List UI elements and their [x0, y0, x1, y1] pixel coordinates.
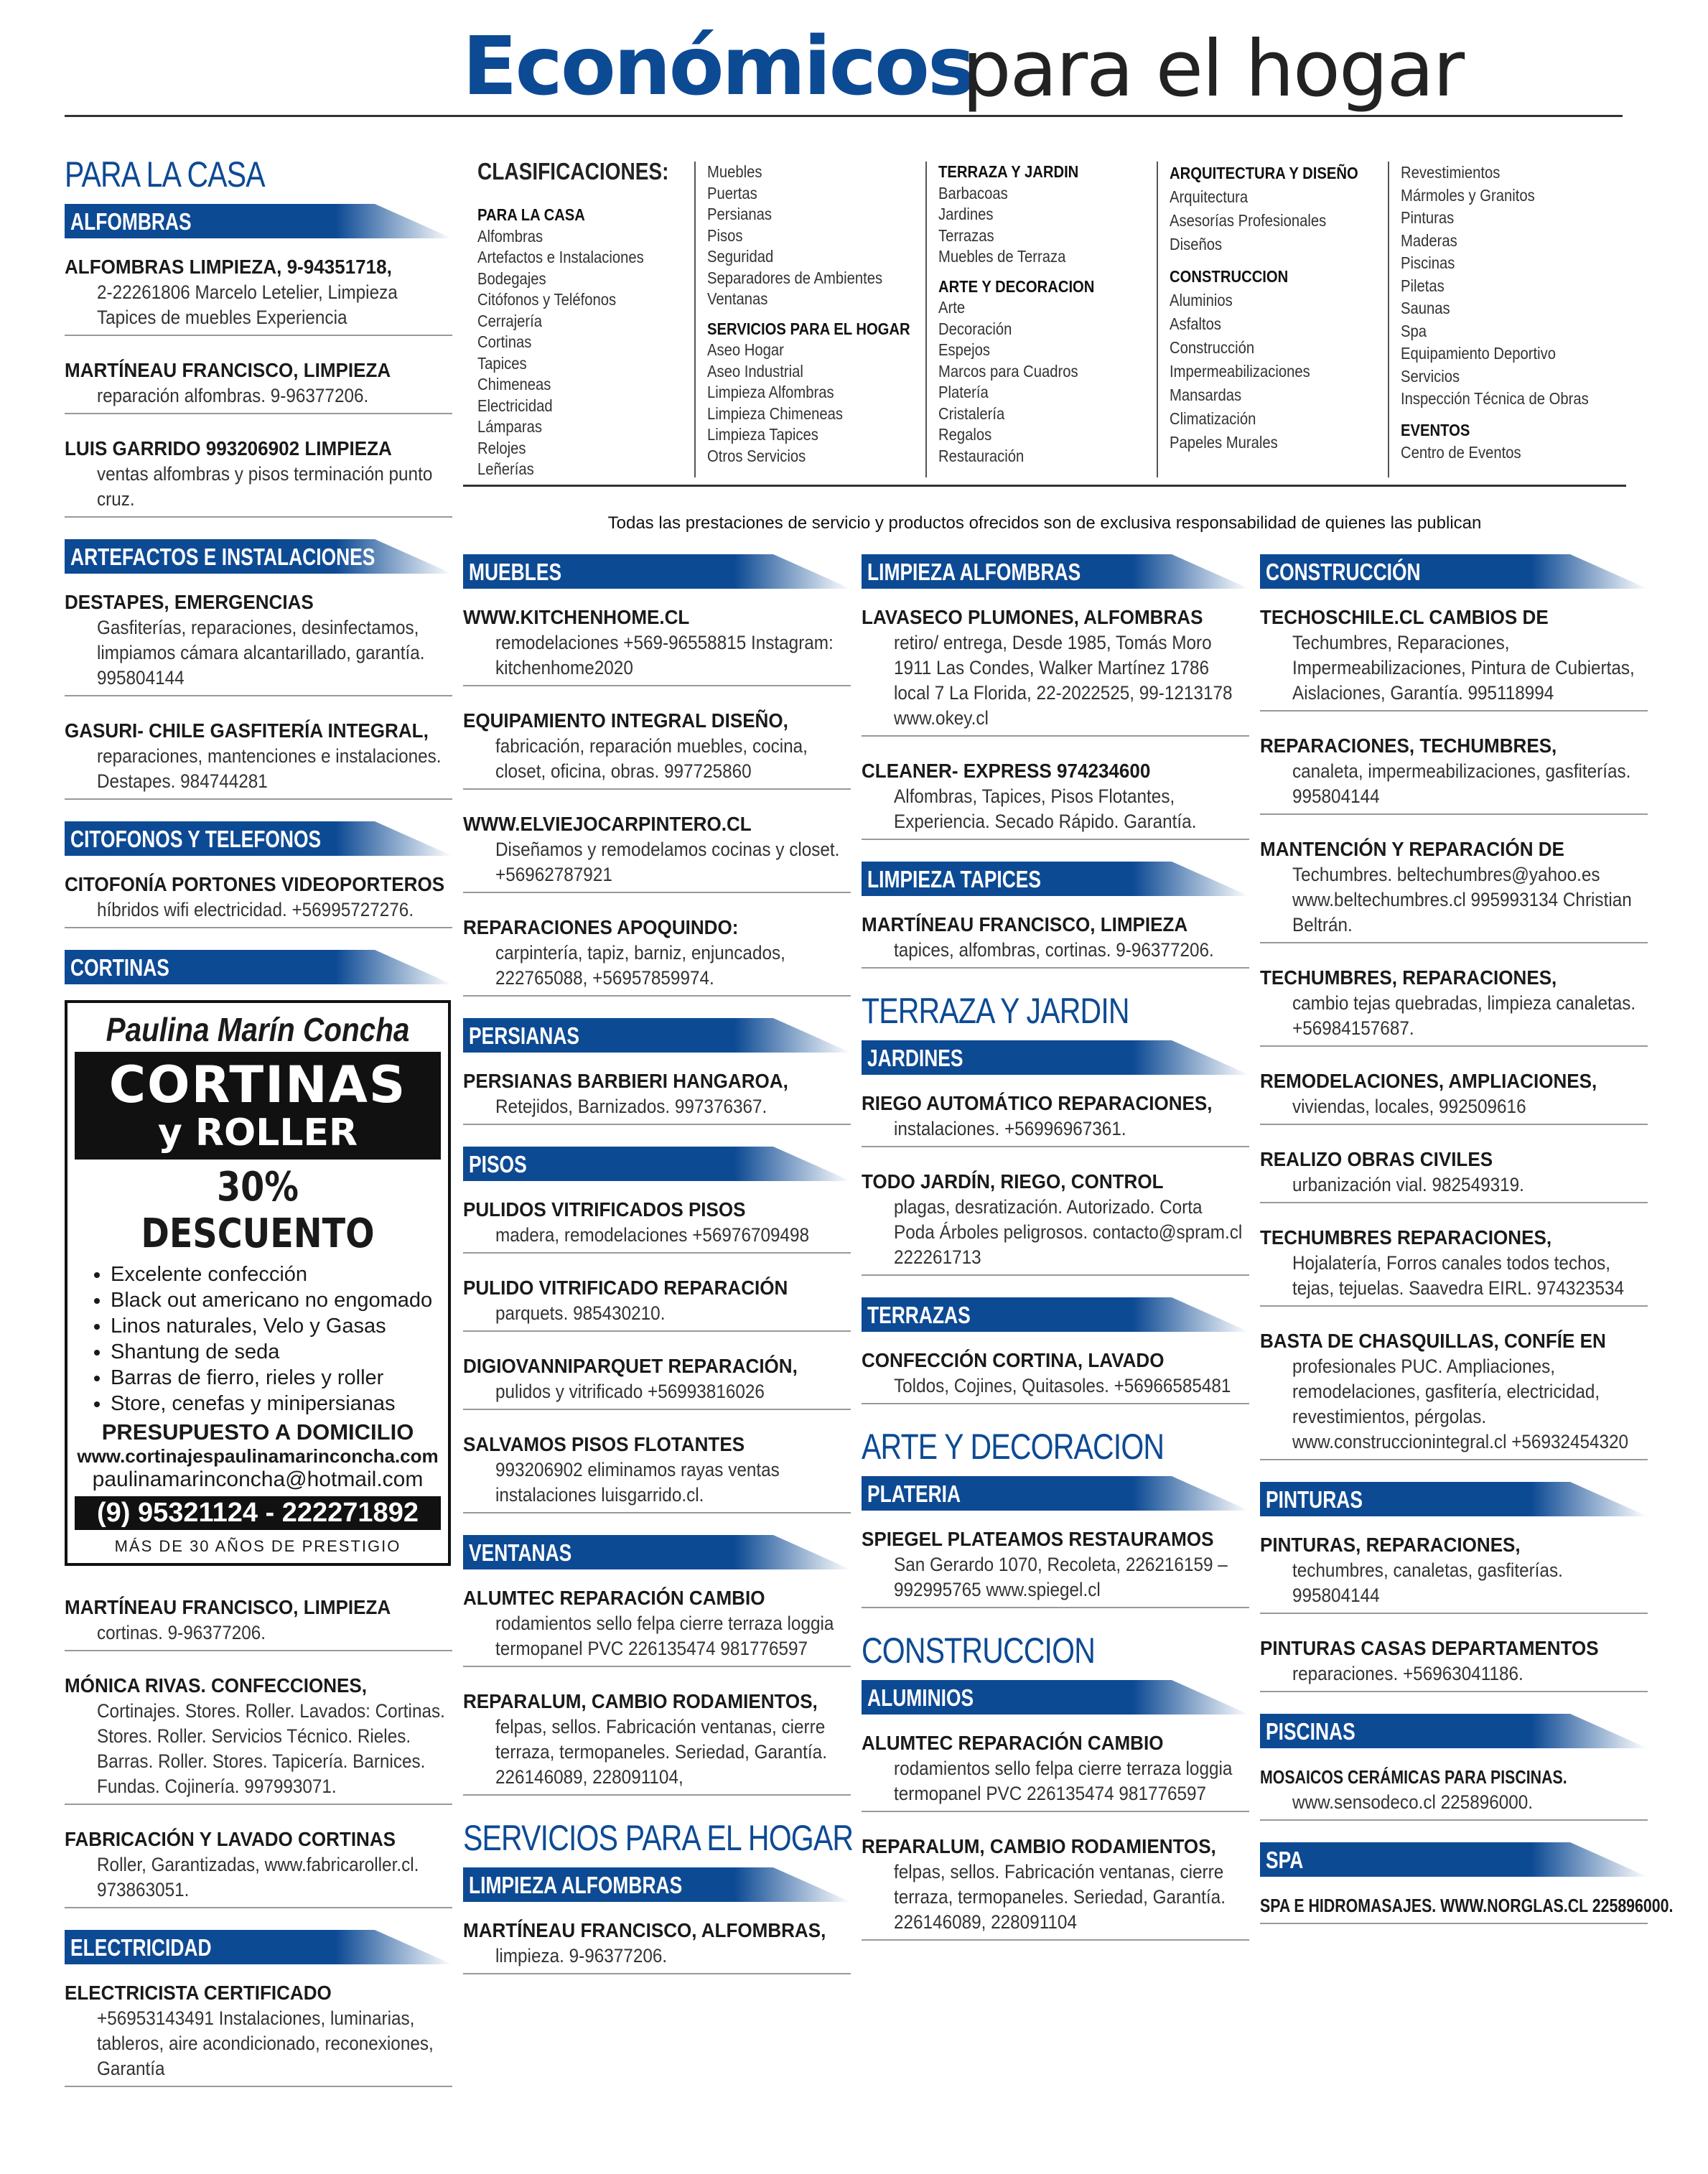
class-item: Espejos — [938, 340, 991, 359]
class-item: Spa — [1401, 321, 1427, 340]
class-heading: ARTE Y DECORACION — [938, 276, 1095, 296]
class-item: Artefactos e Instalaciones — [477, 248, 644, 266]
ad-body: Retejidos, Barnizados. 997376367. — [495, 1096, 767, 1117]
promo-phone: (9) 95321124 - 222271892 — [75, 1496, 441, 1530]
class-item: Cortinas — [477, 332, 532, 351]
class-heading: TERRAZA Y JARDIN — [938, 162, 1079, 181]
class-col-3 — [938, 162, 1094, 467]
class-item: Maderas — [1401, 230, 1457, 250]
ad-headline: SALVAMOS PISOS FLOTANTES — [463, 1433, 745, 1455]
promo-feature-item: • Linos naturales, Velo y Gasas — [111, 1313, 448, 1339]
ad-body: tapices, alfombras, cortinas. 9-96377206. — [894, 939, 1214, 961]
class-col-1 — [477, 205, 644, 480]
promo-headline-1: CORTINAS — [108, 1055, 407, 1114]
class-item: Electricidad — [477, 396, 553, 415]
masthead — [65, 14, 1623, 117]
category-banner-persianas — [463, 1018, 851, 1053]
ad-headline: PINTURAS CASAS DEPARTAMENTOS — [1260, 1637, 1599, 1659]
promo-feature-item: • Store, cenefas y minipersianas — [111, 1391, 448, 1417]
ad-body: Gasfiterías, reparaciones, desinfectamos, limpiamos cámara alcantarillado, garantía. 995804144 — [97, 617, 425, 689]
classified-ad — [463, 708, 851, 790]
ad-body: parquets. 985430210. — [495, 1302, 666, 1324]
class-item: Asesorías Profesionales — [1170, 211, 1327, 230]
class-item: Alfombras — [477, 226, 543, 246]
column-4 — [1260, 546, 1674, 1946]
ad-headline: DESTAPES, EMERGENCIAS — [65, 591, 314, 613]
ad-body: Techumbres, Reparaciones, Impermeabilizaciones, Pintura de Cubiertas, Aislaciones, Garantía. 995118994 — [1292, 632, 1635, 704]
ad-body: Hojalatería, Forros canales todos techos, tejas, tejuelas. Saavedra EIRL. 974323534 — [1292, 1252, 1625, 1299]
classified-ad — [65, 718, 452, 800]
ad-headline: MARTÍNEAU FRANCISCO, ALFOMBRAS, — [463, 1919, 826, 1941]
class-item: Citófonos y Teléfonos — [477, 290, 617, 309]
ad-body: Cortinajes. Stores. Roller. Lavados: Cortinas. Stores. Roller. Servicios Técnico. Rieles. Barras. Roller. Stores. Tapicería. Barnices. Fundas. Cojinería. 997993071. — [97, 1700, 445, 1797]
ad-body: pulidos y vitrificado +56993816026 — [495, 1381, 765, 1402]
section-title-construccion: CONSTRUCCION — [862, 1630, 1095, 1671]
ad-headline: CITOFONÍA PORTONES VIDEOPORTEROS — [65, 873, 445, 895]
classified-ad — [1260, 733, 1648, 815]
ad-body: cambio tejas quebradas, limpieza canaletas. +56984157687. — [1292, 992, 1636, 1039]
ad-body: madera, remodelaciones +56976709498 — [495, 1224, 810, 1246]
class-item: Asfaltos — [1170, 314, 1222, 333]
ad-body: Alfombras, Tapices, Pisos Flotantes, Experiencia. Secado Rápido. Garantía. — [894, 785, 1197, 832]
ad-headline: REPARALUM, CAMBIO RODAMIENTOS, — [463, 1690, 818, 1712]
classifications-index — [463, 154, 1626, 487]
category-label: LIMPIEZA ALFOMBRAS — [867, 559, 1081, 585]
class-item: Leñerías — [477, 459, 534, 478]
ad-body: plagas, desratización. Autorizado. Corta Poda Árboles peligrosos. contacto@spram.cl 222261713 — [894, 1196, 1243, 1268]
category-label: PERSIANAS — [469, 1022, 580, 1049]
promo-name: Paulina Marín Concha — [106, 1011, 410, 1048]
promo-presupuesto: PRESUPUESTO A DOMICILIO — [101, 1419, 414, 1445]
category-label: CORTINAS — [70, 954, 169, 981]
ad-headline: SPIEGEL PLATEAMOS RESTAURAMOS — [862, 1528, 1214, 1550]
category-banner-construccion — [1260, 554, 1648, 589]
section-title-servicios-para-el-hogar: SERVICIOS PARA EL HOGAR — [463, 1818, 854, 1858]
classified-ad — [862, 1091, 1249, 1147]
category-banner-bg — [1260, 1842, 1648, 1877]
category-banner-terrazas — [862, 1297, 1249, 1332]
ad-body: limpieza. 9-96377206. — [495, 1945, 668, 1967]
column-3 — [862, 546, 1249, 1962]
class-item: Piletas — [1401, 276, 1445, 295]
ad-headline: REMODELACIONES, AMPLIACIONES, — [1260, 1070, 1597, 1092]
category-label: PLATERIA — [867, 1480, 961, 1507]
ad-headline: CONFECCIÓN CORTINA, LAVADO — [862, 1349, 1165, 1371]
classified-ad — [862, 1526, 1249, 1608]
divider — [1388, 162, 1389, 477]
promo-headline-2: y ROLLER — [157, 1111, 358, 1154]
classified-ad — [65, 358, 452, 414]
ad-headline: EQUIPAMIENTO INTEGRAL DISEÑO, — [463, 709, 788, 732]
class-item: Piscinas — [1401, 253, 1455, 272]
classified-ad — [463, 811, 851, 893]
ad-body: viviendas, locales, 992509616 — [1292, 1096, 1526, 1117]
ad-headline: DIGIOVANNIPARQUET REPARACIÓN, — [463, 1355, 798, 1377]
ad-body: ventas alfombras y pisos terminación punto cruz. — [97, 463, 433, 510]
ad-headline: REPARACIONES APOQUINDO: — [463, 916, 739, 938]
ad-body: 993206902 eliminamos rayas ventas instalaciones luisgarrido.cl. — [495, 1459, 780, 1506]
classified-ad — [65, 1827, 452, 1908]
ad-headline: TECHUMBRES REPARACIONES, — [1260, 1226, 1552, 1249]
disclaimer: Todas las prestaciones de servicio y productos ofrecidos son de exclusiva responsabilidad de quienes las publican — [607, 513, 1482, 533]
class-heading: EVENTOS — [1401, 420, 1470, 439]
class-item: Aseo Hogar — [707, 340, 784, 359]
ad-body: Techumbres. beltechumbres@yahoo.es www.beltechumbres.cl 995993134 Christian Beltrán. — [1292, 864, 1632, 936]
promo-features — [96, 1261, 448, 1417]
class-item: Aseo Industrial — [707, 361, 803, 381]
classified-ad — [65, 1673, 452, 1805]
class-item: Persianas — [707, 205, 773, 223]
class-item: Inspección Técnica de Obras — [1401, 389, 1589, 408]
category-banner-cortinas — [65, 950, 452, 984]
ad-headline: FABRICACIÓN Y LAVADO CORTINAS — [65, 1828, 396, 1850]
section-title-terraza-y-jardin: TERRAZA Y JARDIN — [862, 991, 1129, 1031]
classified-ad — [862, 1730, 1249, 1812]
category-label: TERRAZAS — [867, 1302, 971, 1328]
class-item: Muebles de Terraza — [938, 247, 1066, 266]
category-banner-muebles — [463, 554, 851, 589]
classified-ad — [463, 605, 851, 686]
ad-body: canaleta, impermeabilizaciones, gasfiterías. 995804144 — [1292, 760, 1631, 807]
category-banner-alfombras — [65, 204, 452, 238]
classified-ad — [463, 1432, 851, 1513]
classified-ad — [1260, 1147, 1648, 1203]
class-item: Cristalería — [938, 403, 1005, 423]
ad-headline: ALUMTEC REPARACIÓN CAMBIO — [862, 1732, 1164, 1754]
classified-ad — [862, 1169, 1249, 1276]
ad-body: reparaciones. +56963041186. — [1292, 1663, 1523, 1684]
category-banner-piscinas — [1260, 1714, 1648, 1748]
classified-ad — [463, 1918, 851, 1974]
divider — [1157, 162, 1158, 477]
promo-feature-item: • Shantung de seda — [111, 1339, 448, 1365]
category-banner-jardines — [862, 1040, 1249, 1075]
ad-body: felpas, sellos. Fabricación ventanas, cierre terraza, termopaneles. Seriedad, Garantía. 226146089, 228091104, — [495, 1716, 827, 1788]
category-label: ALUMINIOS — [867, 1684, 974, 1711]
classified-ad — [65, 436, 452, 518]
classified-ad — [1260, 1532, 1648, 1614]
category-banner-limpieza-alfombras — [862, 554, 1249, 589]
class-item: Climatización — [1170, 409, 1256, 428]
class-item: Servicios — [1401, 366, 1460, 386]
ad-body: retiro/ entrega, Desde 1985, Tomás Moro 1911 Las Condes, Walker Martínez 1786 local 7 La Florida, 22-2022525, 99-1213178 www.okey.cl — [894, 632, 1233, 729]
class-item: Relojes — [477, 438, 526, 457]
class-item: Marcos para Cuadros — [938, 361, 1078, 381]
class-item: Platería — [938, 383, 989, 401]
category-label: PISOS — [469, 1151, 527, 1177]
class-item: Lámparas — [477, 417, 543, 436]
promo-feature-item: • Barras de fierro, rieles y roller — [111, 1365, 448, 1391]
promo-email-link[interactable]: paulinamarinconcha@hotmail.com — [92, 1468, 424, 1491]
ad-headline: PULIDO VITRIFICADO REPARACIÓN — [463, 1277, 788, 1299]
category-label: JARDINES — [867, 1045, 963, 1071]
class-item: Separadores de Ambientes — [707, 268, 883, 287]
classified-ad — [1260, 965, 1648, 1047]
class-heading: CONSTRUCCION — [1170, 267, 1289, 286]
ad-headline: REALIZO OBRAS CIVILES — [1260, 1148, 1493, 1170]
category-label: MUEBLES — [469, 559, 562, 585]
classified-ad — [862, 605, 1249, 737]
class-item: Tapices — [477, 353, 527, 373]
classified-ad — [1260, 1893, 1674, 1924]
class-heading: SERVICIOS PARA EL HOGAR — [707, 319, 910, 338]
category-label: LIMPIEZA TAPICES — [867, 866, 1042, 892]
ad-headline: PERSIANAS BARBIERI HANGAROA, — [463, 1070, 788, 1092]
classified-ad — [65, 589, 452, 696]
category-label: ELECTRICIDAD — [70, 1934, 212, 1961]
category-banner-artefactos-e-instalaciones — [65, 539, 452, 574]
classified-ad — [862, 1348, 1249, 1404]
class-gap — [707, 310, 910, 319]
ad-body: 2-22261806 Marcelo Letelier, Limpieza Tapices de muebles Experiencia — [97, 281, 398, 328]
class-item: Limpieza Chimeneas — [707, 403, 844, 423]
ad-body: instalaciones. +56996967361. — [894, 1118, 1126, 1139]
category-banner-limpieza-alfombras — [463, 1867, 851, 1902]
promo-prestige: MÁS DE 30 AÑOS DE PRESTIGIO — [114, 1537, 401, 1555]
category-banner-ventanas — [463, 1535, 851, 1569]
ad-body: remodelaciones +569-96558815 Instagram: kitchenhome2020 — [495, 632, 834, 678]
ad-body: Roller, Garantizadas, www.fabricaroller.cl. 973863051. — [97, 1854, 419, 1900]
classified-ad — [1260, 1068, 1648, 1125]
classified-ad — [1260, 1764, 1648, 1821]
class-item: Jardines — [938, 205, 994, 223]
class-item: Mansardas — [1170, 386, 1242, 404]
classifications-title: CLASIFICACIONES: — [477, 158, 669, 185]
category-banner-plateria — [862, 1476, 1249, 1511]
classified-ad — [862, 758, 1249, 840]
ad-body: Toldos, Cojines, Quitasoles. +56966585481 — [894, 1375, 1231, 1396]
classified-ad — [65, 1980, 452, 2087]
classified-ad — [862, 1834, 1249, 1941]
category-label: VENTANAS — [469, 1539, 572, 1566]
class-item: Pinturas — [1401, 208, 1455, 227]
ad-headline: GASURI- CHILE GASFITERÍA INTEGRAL, — [65, 719, 429, 742]
ad-body: reparación alfombras. 9-96377206. — [97, 385, 369, 406]
ad-headline: MOSAICOS CERÁMICAS PARA PISCINAS. — [1260, 1766, 1567, 1788]
ad-headline: WWW.ELVIEJOCARPINTERO.CL — [463, 813, 752, 835]
ad-body: San Gerardo 1070, Recoleta, 226216159 – 992995765 www.spiegel.cl — [894, 1554, 1228, 1600]
class-item: Pisos — [707, 225, 743, 245]
ad-body: carpintería, tapiz, barniz, enjuncados, 222765088, +56957859974. — [495, 942, 785, 989]
column-1 — [65, 144, 452, 2109]
class-item: Regalos — [938, 425, 992, 444]
ad-body: híbridos wifi electricidad. +56995727276. — [97, 899, 414, 920]
classified-ad — [463, 1353, 851, 1410]
class-item: Ventanas — [707, 289, 768, 308]
ad-headline: LAVASECO PLUMONES, ALFOMBRAS — [862, 606, 1203, 628]
ad-headline: TODO JARDÍN, RIEGO, CONTROL — [862, 1170, 1164, 1193]
class-item: Puertas — [707, 183, 757, 202]
class-item: Decoración — [938, 319, 1012, 338]
class-item: Limpieza Tapices — [707, 425, 818, 444]
ad-headline: TECHOSCHILE.CL CAMBIOS DE — [1260, 606, 1549, 628]
category-label: LIMPIEZA ALFOMBRAS — [469, 1872, 683, 1898]
divider — [694, 162, 696, 477]
category-label: CONSTRUCCIÓN — [1266, 559, 1421, 585]
class-item: Barbacoas — [938, 183, 1008, 202]
category-banner-pisos — [463, 1147, 851, 1181]
ad-headline: CLEANER- EXPRESS 974234600 — [862, 760, 1151, 782]
class-item: Muebles — [707, 162, 762, 181]
column-2 — [463, 546, 854, 1996]
ad-headline: LUIS GARRIDO 993206902 LIMPIEZA — [65, 437, 392, 459]
class-col-5 — [1401, 162, 1589, 465]
ad-body: reparaciones, mantenciones e instalaciones. Destapes. 984744281 — [97, 745, 442, 792]
ad-headline: MARTÍNEAU FRANCISCO, LIMPIEZA — [65, 1596, 391, 1618]
divider — [925, 162, 927, 477]
class-item: Arquitectura — [1170, 187, 1249, 206]
masthead-light-title: para el hogar — [962, 24, 1464, 114]
promo-headline — [75, 1052, 441, 1160]
ad-body: profesionales PUC. Ampliaciones, remodelaciones, gasfitería, electricidad, revestimientos, pérgolas. www.construccionintegral.cl +56932454320 — [1292, 1356, 1629, 1452]
classified-ad — [463, 915, 851, 997]
classified-ad — [65, 872, 452, 928]
classified-ad — [463, 1197, 851, 1254]
ad-headline: ALUMTEC REPARACIÓN CAMBIO — [463, 1587, 765, 1609]
class-item: Aluminios — [1170, 291, 1233, 309]
ad-headline: PINTURAS, REPARACIONES, — [1260, 1534, 1521, 1556]
classified-ad — [862, 912, 1249, 969]
ad-headline: ELECTRICISTA CERTIFICADO — [65, 1982, 332, 2004]
category-banner-limpieza-tapices — [862, 862, 1249, 896]
category-label: ALFOMBRAS — [70, 208, 192, 235]
ad-headline: MANTENCIÓN Y REPARACIÓN DE — [1260, 838, 1564, 860]
class-heading: ARQUITECTURA Y DISEÑO — [1170, 164, 1358, 182]
promo-website-link[interactable]: www.cortinajespaulinamarinconcha.com — [77, 1445, 439, 1467]
class-item: Limpieza Alfombras — [707, 383, 834, 401]
classified-ad — [65, 1595, 452, 1651]
class-item: Centro de Eventos — [1401, 443, 1521, 462]
ad-body: cortinas. 9-96377206. — [97, 1622, 266, 1643]
section-title-para-la-casa: PARA LA CASA — [65, 154, 265, 195]
ad-headline: REPARACIONES, TECHUMBRES, — [1260, 734, 1557, 757]
masthead-bold-title: Económicos — [462, 20, 974, 113]
classified-ad — [463, 1275, 851, 1332]
ad-body: techumbres, canaletas, gasfiterías. 995804144 — [1292, 1559, 1563, 1606]
category-label: CITOFONOS Y TELEFONOS — [70, 826, 322, 852]
ad-body: felpas, sellos. Fabricación ventanas, cierre terraza, termopaneles. Seriedad, Garantía. 226146089, 228091104 — [894, 1861, 1226, 1933]
class-item: Bodegajes — [477, 269, 546, 288]
class-item: Impermeabilizaciones — [1170, 362, 1310, 381]
ad-headline: REPARALUM, CAMBIO RODAMIENTOS, — [862, 1835, 1216, 1857]
class-item: Otros Servicios — [707, 446, 806, 465]
category-banner-citofonos-y-telefonos — [65, 821, 452, 856]
category-banner-spa — [1260, 1842, 1648, 1877]
category-label: SPA — [1266, 1847, 1304, 1873]
class-item: Restauración — [938, 446, 1025, 465]
class-item: Papeles Murales — [1170, 433, 1278, 452]
promo-feature-item: • Black out americano no engomado — [111, 1287, 448, 1313]
class-gap — [938, 268, 1094, 276]
ad-headline: BASTA DE CHASQUILLAS, CONFÍE EN — [1260, 1330, 1606, 1352]
ad-body: fabricación, reparación muebles, cocina, closet, oficina, obras. 997725860 — [495, 735, 808, 782]
category-banner-pinturas — [1260, 1482, 1648, 1516]
ad-headline: PULIDOS VITRIFICADOS PISOS — [463, 1198, 746, 1221]
class-item: Equipamiento Deportivo — [1401, 344, 1557, 363]
category-banner-aluminios — [862, 1680, 1249, 1715]
ad-headline: SPA E HIDROMASAJES. WWW.NORGLAS.CL 225896000. — [1260, 1895, 1674, 1916]
category-label: PINTURAS — [1266, 1486, 1363, 1513]
ad-headline: RIEGO AUTOMÁTICO REPARACIONES, — [862, 1092, 1213, 1114]
ad-headline: MARTÍNEAU FRANCISCO, LIMPIEZA — [862, 913, 1188, 936]
class-item: Terrazas — [938, 225, 994, 245]
class-gap — [1401, 411, 1589, 419]
class-item: Diseños — [1170, 235, 1223, 253]
classified-ad — [1260, 1328, 1648, 1460]
classified-ad — [1260, 605, 1648, 712]
classified-ad — [463, 1068, 851, 1125]
promo-discount: 30% DESCUENTO — [141, 1164, 375, 1257]
ad-body: rodamientos sello felpa cierre terraza loggia termopanel PVC 226135474 981776597 — [894, 1758, 1233, 1804]
class-col-4 — [1170, 162, 1358, 454]
category-label: ARTEFACTOS E INSTALACIONES — [70, 544, 375, 570]
class-item: Seguridad — [707, 247, 774, 266]
class-item: Saunas — [1401, 299, 1450, 317]
ad-headline: WWW.KITCHENHOME.CL — [463, 606, 690, 628]
class-item: Mármoles y Granitos — [1401, 185, 1535, 205]
class-item: Construcción — [1170, 338, 1255, 357]
promo-feature-item: • Excelente confección — [111, 1261, 448, 1287]
classified-ad — [65, 254, 452, 336]
ad-body: www.sensodeco.cl 225896000. — [1292, 1791, 1534, 1813]
class-item: Arte — [938, 298, 966, 317]
classified-ad — [1260, 1225, 1648, 1307]
class-heading: PARA LA CASA — [477, 205, 585, 224]
category-banner-electricidad — [65, 1930, 452, 1964]
class-col-2 — [707, 162, 910, 467]
classified-ad — [463, 1585, 851, 1667]
category-label: PISCINAS — [1266, 1718, 1355, 1745]
ad-body: Diseñamos y remodelamos cocinas y closet. +56962787921 — [495, 839, 840, 885]
cortinas-promo-ad — [65, 1000, 451, 1566]
ad-headline: TECHUMBRES, REPARACIONES, — [1260, 966, 1557, 989]
class-gap — [1170, 256, 1358, 265]
class-item: Cerrajería — [477, 311, 542, 330]
classified-ad — [1260, 1636, 1648, 1692]
section-title-arte-y-decoracion: ARTE Y DECORACION — [862, 1427, 1165, 1467]
classified-ad — [463, 1689, 851, 1796]
class-item: Chimeneas — [477, 375, 551, 393]
class-item: Revestimientos — [1401, 163, 1501, 182]
classified-ad — [1260, 836, 1648, 943]
ad-headline: MARTÍNEAU FRANCISCO, LIMPIEZA — [65, 359, 391, 381]
ad-headline: MÓNICA RIVAS. CONFECCIONES, — [65, 1674, 368, 1697]
ad-headline: ALFOMBRAS LIMPIEZA, 9-94351718, — [65, 256, 392, 278]
ad-body: urbanización vial. 982549319. — [1292, 1174, 1524, 1195]
ad-body: rodamientos sello felpa cierre terraza loggia termopanel PVC 226135474 981776597 — [495, 1613, 834, 1659]
ad-body: +56953143491 Instalaciones, luminarias, tableros, aire acondicionado, reconexiones, Garantía — [97, 2007, 434, 2079]
